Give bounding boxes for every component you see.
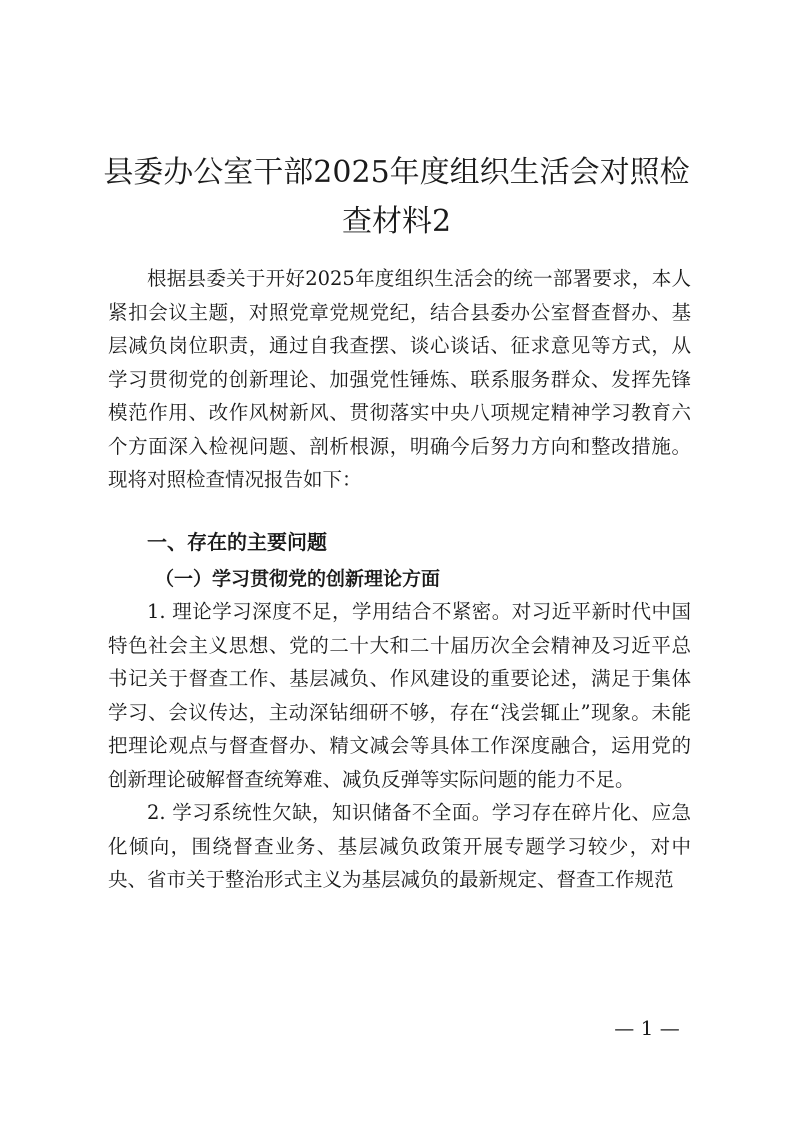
- issue-paragraph-2: 2. 学习系统性欠缺，知识储备不全面。学习存在碎片化、应急化倾向，围绕督查业务、基层减负政策开展专题学习较少，对中央、省市关于整治形式主义为基层减负的最新规定、督查工作规范: [108, 801, 691, 891]
- issue-paragraph-1: 1. 理论学习深度不足，学用结合不紧密。对习近平新时代中国特色社会主义思想、党的二十大和二十届历次全会精神及习近平总书记关于督查工作、基层减负、作风建设的重要论述，满足于集体学习、会议传达，主动深钻细研不够，存在“浅尝辄止”现象。未能把理论观点与督查督办、精文减会等具体工作深度融合，运用党的创新理论破解督查统筹难、减负反弹等实际问题的能力不足。: [108, 600, 691, 791]
- issues-section: [108, 595, 691, 897]
- document-title: [60, 148, 733, 246]
- title-line-1: 县委办公室干部2025年度组织生活会对照检: [103, 155, 690, 190]
- subsection-heading-1: （一）学习贯彻党的创新理论方面: [155, 568, 441, 590]
- page-number: — 1 —: [614, 1016, 680, 1040]
- section-heading-1: 一、存在的主要问题: [147, 530, 327, 554]
- intro-section: [108, 262, 691, 497]
- title-line-2: 查材料2: [341, 204, 452, 239]
- intro-paragraph: 根据县委关于开好2025年度组织生活会的统一部署要求，本人紧扣会议主题，对照党章党规党纪，结合县委办公室督查督办、基层减负岗位职责，通过自我查摆、谈心谈话、征求意见等方式，从学习贯彻党的创新理论、加强党性锤炼、联系服务群众、发挥先锋模范作用、改作风树新风、贯彻落实中央八项规定精神学习教育六个方面深入检视问题、剖析根源，明确今后努力方向和整改措施。现将对照检查情况报告如下：: [108, 267, 691, 491]
